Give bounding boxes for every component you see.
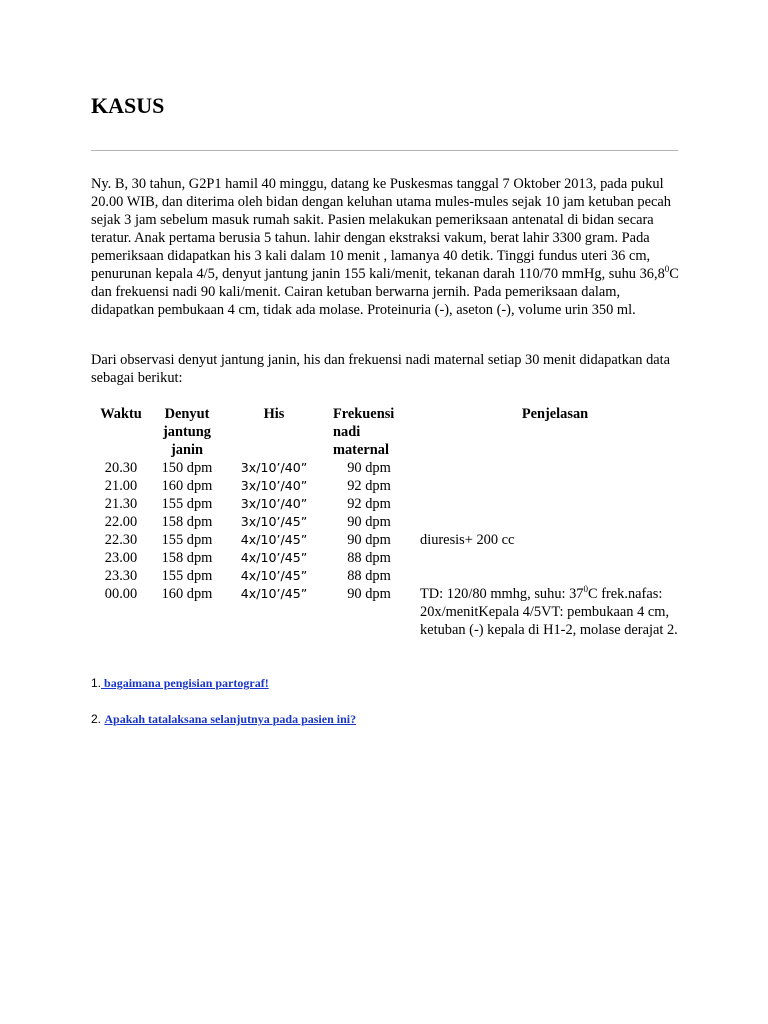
cell-djj: 155 dpm (161, 496, 213, 512)
cell-djj: 150 dpm (161, 460, 213, 476)
cell-penjelasan (413, 513, 690, 531)
cell-his: 4x/10’/45” (240, 550, 308, 565)
cell-waktu: 21.30 (104, 496, 138, 512)
question-number: 2. (91, 712, 102, 726)
cell-his: 4x/10’/45” (240, 568, 308, 583)
note-text: TD: 120/80 mmhg, suhu: 37 (420, 586, 584, 602)
cell-waktu: 21.00 (104, 478, 138, 494)
cell-nadi: 90 dpm (347, 514, 391, 530)
degree-superscript: 0 (664, 264, 670, 274)
cell-penjelasan (413, 477, 690, 495)
question-link[interactable]: bagaimana pengisian partograf! (101, 676, 269, 690)
cell-waktu: 22.00 (104, 514, 138, 530)
cell-penjelasan (413, 567, 690, 585)
table-row (91, 567, 690, 585)
cell-penjelasan (413, 459, 690, 477)
horizontal-divider (91, 150, 678, 151)
table-row (91, 513, 690, 531)
cell-djj: 155 dpm (161, 532, 213, 548)
case-text-end: C dan frekuensi nadi 90 kali/menit. Cairan ketuban berwarna jernih. Pada pemeriksaan dalam, didapatkan pembukaan 4 cm, tidak ada molase. Proteinuria (-), aseton (-), volume urin 350 ml. (91, 266, 679, 318)
question-number: 1. (91, 676, 102, 690)
cell-djj: 158 dpm (161, 550, 213, 566)
cell-djj: 160 dpm (161, 586, 213, 602)
cell-djj: 155 dpm (161, 568, 213, 584)
cell-his: 3x/10’/40” (240, 496, 308, 511)
cell-his: 3x/10’/40” (240, 478, 308, 493)
header-djj: Denyut jantung janin (163, 406, 211, 458)
cell-his: 3x/10’/45” (240, 514, 308, 529)
header-waktu: Waktu (100, 406, 142, 422)
cell-waktu: 23.30 (104, 568, 138, 584)
cell-penjelasan-last (413, 585, 690, 639)
cell-waktu: 00.00 (104, 586, 138, 602)
header-penjelasan: Penjelasan (521, 406, 589, 422)
table-row (91, 495, 690, 513)
table-row (91, 531, 690, 549)
question-1 (91, 676, 269, 691)
cell-waktu: 22.30 (104, 532, 138, 548)
cell-nadi: 90 dpm (347, 586, 391, 602)
cell-his: 4x/10’/45” (240, 532, 308, 547)
cell-nadi: 90 dpm (347, 460, 391, 476)
table-row (91, 477, 690, 495)
cell-nadi: 92 dpm (347, 478, 391, 494)
cell-djj: 160 dpm (161, 478, 213, 494)
table-row (91, 585, 690, 639)
cell-nadi: 88 dpm (347, 550, 391, 566)
cell-penjelasan (413, 495, 690, 513)
cell-his: 3x/10’/40” (240, 460, 308, 475)
cell-djj: 158 dpm (161, 514, 213, 530)
cell-penjelasan: diuresis+ 200 cc (420, 532, 515, 548)
cell-waktu: 23.00 (104, 550, 138, 566)
table-row (91, 459, 690, 477)
cell-nadi: 92 dpm (347, 496, 391, 512)
degree-superscript: 0 (583, 584, 588, 594)
cell-nadi: 90 dpm (347, 532, 391, 548)
question-link[interactable]: Apakah tatalaksana selanjutnya pada pasien ini? (104, 712, 357, 726)
case-paragraph (91, 175, 681, 319)
cell-his: 4x/10’/45” (240, 586, 308, 601)
question-2 (91, 712, 356, 727)
observation-intro: Dari observasi denyut jantung janin, his dan frekuensi nadi maternal setiap 30 menit didapatkan data sebagai berikut: (91, 352, 671, 386)
note-text-end: C frek.nafas: 20x/menitKepala 4/5VT: pembukaan 4 cm, ketuban (-) kepala di H1-2, molase derajat 2. (420, 586, 678, 638)
case-text: Ny. B, 30 tahun, G2P1 hamil 40 minggu, datang ke Puskesmas tanggal 7 Oktober 2013, pada pukul 20.00 WIB, dan diterima oleh bidan dengan keluhan utama mules-mules sejak 10 jam ketuban pecah sejak 3 jam sebelum masuk rumah sakit. Pasien melakukan pemeriksaan antenatal di bidan secara teratur. Anak pertama berusia 5 tahun. lahir dengan ekstraksi vakum, berat lahir 3300 gram. Pada pemeriksaan didapatkan his 3 kali dalam 10 menit , lamanya 40 detik. Tinggi fundus uteri 36 cm, penurunan kepala 4/5, denyut jantung janin 155 kali/menit, tekanan darah 110/70 mmHg, suhu 36,8 (91, 176, 671, 282)
cell-nadi: 88 dpm (347, 568, 391, 584)
document-title: KASUS (91, 93, 165, 118)
table-header-row (91, 405, 690, 459)
header-his: His (263, 406, 285, 422)
cell-penjelasan (413, 549, 690, 567)
table-row (91, 549, 690, 567)
cell-waktu: 20.30 (104, 460, 138, 476)
header-nadi: Frekuensi nadi maternal (333, 406, 395, 458)
observation-table (91, 405, 690, 639)
